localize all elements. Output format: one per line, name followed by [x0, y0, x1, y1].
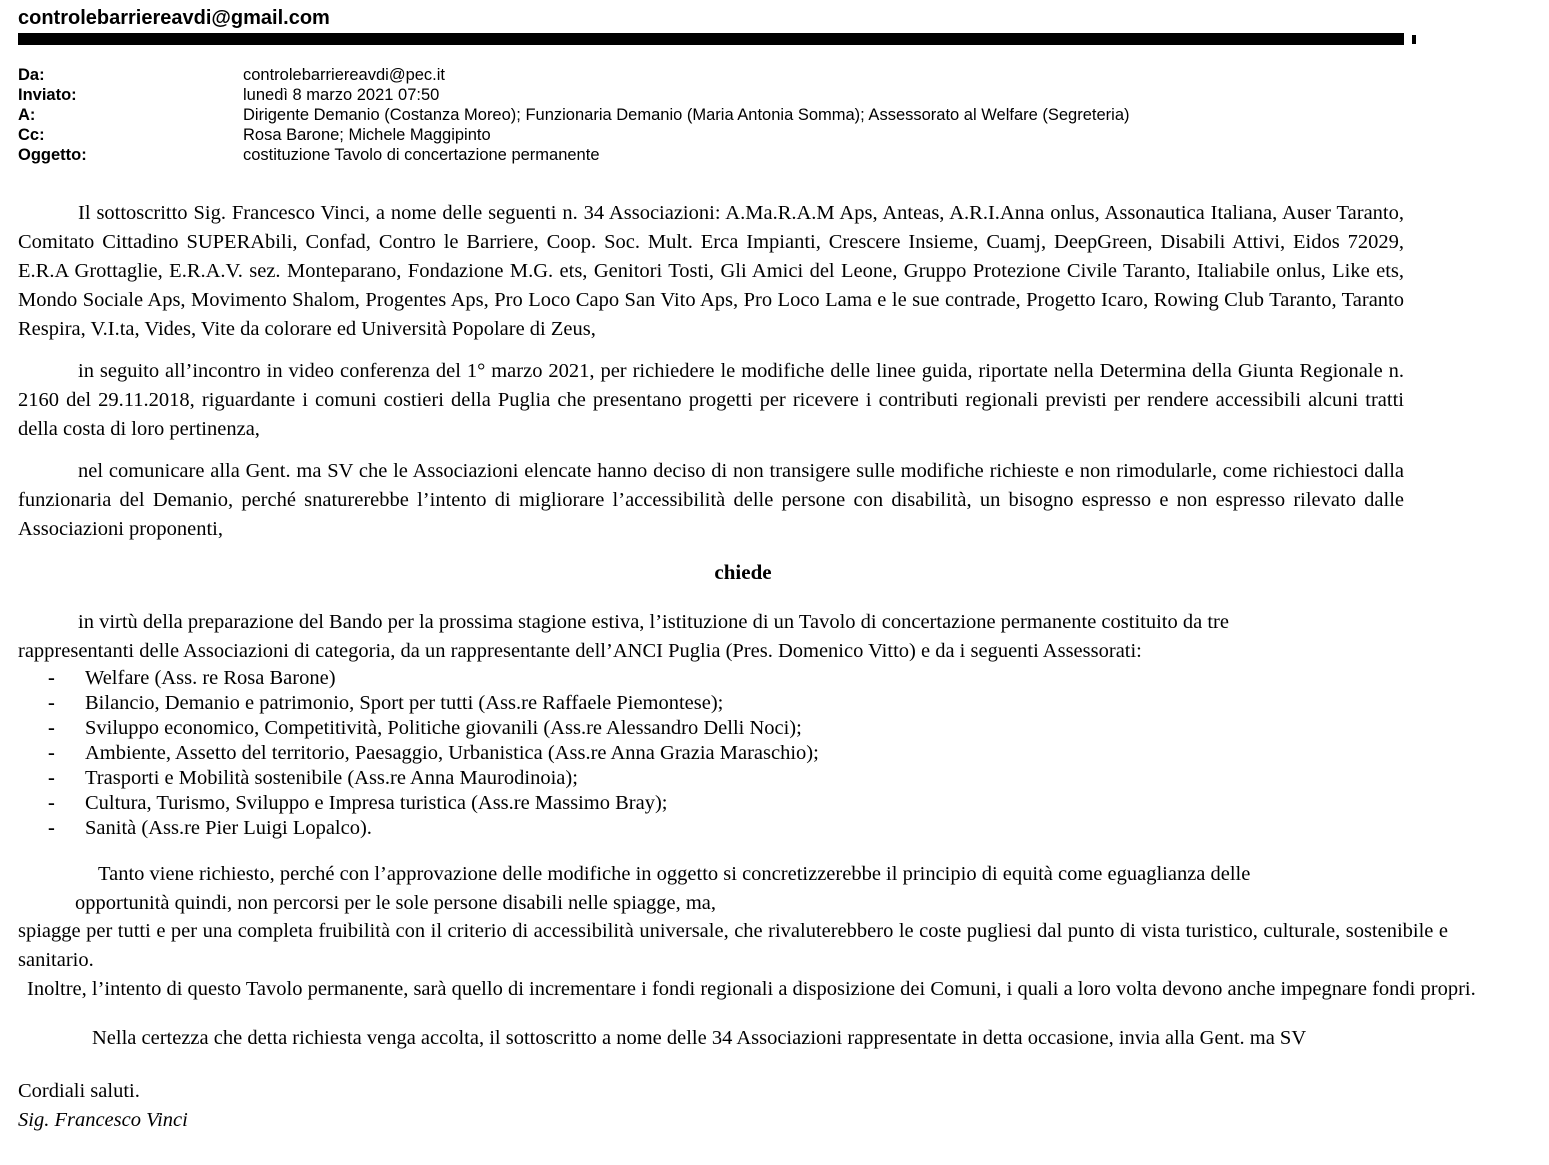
dash-bullet-icon: - [48, 742, 55, 764]
rule-end-tick [1412, 35, 1416, 44]
dash-bullet-icon: - [48, 692, 55, 714]
header-field-row-a [18, 105, 1549, 125]
list-item [18, 691, 1549, 716]
field-value: Dirigente Demanio (Costanza Moreo); Funzionaria Demanio (Maria Antonia Somma); Assessorato al Welfare (Segreteria) [243, 106, 1130, 124]
email-header-fields [18, 65, 1549, 165]
list-item-label: Sanità (Ass.re Pier Luigi Lopalco). [85, 817, 372, 839]
list-item-label: Welfare (Ass. re Rosa Barone) [85, 667, 336, 689]
dash-bullet-icon: - [48, 717, 55, 739]
body-paragraph-certezza: Nella certezza che detta richiesta venga accolta, il sottoscritto a nome delle 34 Associazioni rappresentate in detta occasione, invia alla Gent. ma SV [92, 1027, 1307, 1049]
field-label: Oggetto: [18, 146, 87, 164]
header-field-row-da [18, 65, 1549, 85]
dash-bullet-icon: - [48, 792, 55, 814]
dash-bullet-icon: - [48, 667, 55, 689]
dash-bullet-icon: - [48, 767, 55, 789]
heading-chiede: chiede [714, 560, 772, 584]
field-label: Da: [18, 66, 45, 84]
email-body [18, 199, 1549, 1135]
list-item [18, 791, 1549, 816]
list-item [18, 741, 1549, 766]
body-paragraph-tanto: Tanto viene richiesto, perché con l’approvazione delle modifiche in oggetto si concretizzerebbe il principio di equità come eguaglianza delle opportunità quindi, non percorsi per le sole persone disabili nelle spiagge, ma, [75, 863, 1251, 914]
clipped-text-frame [18, 860, 1549, 917]
field-value: controlebarriereavdi@pec.it [243, 66, 446, 84]
header-divider [18, 33, 1549, 45]
list-item-label: Trasporti e Mobilità sostenibile (Ass.re Anna Maurodinoia); [85, 767, 578, 789]
field-label: Cc: [18, 126, 45, 144]
body-paragraph-spiagge: spiagge per tutti e per una completa fruibilità con il criterio di accessibilità universale, che rivaluterebbero le coste pugliesi dal punto di vista turistico, culturale, sostenibile e sanitario. [18, 920, 1448, 971]
body-paragraph-communication: nel comunicare alla Gent. ma SV che le Associazioni elencate hanno deciso di non transigere sulle modifiche richieste e non rimodularle, come richiestoci dalla funzionaria del Demanio, perché snaturerebbe l’intento di migliorare l’accessibilità delle persone con disabilità, un bisogno espresso e non espresso rilevato dalle Associazioni proponenti, [18, 460, 1404, 540]
body-paragraph-associations: Il sottoscritto Sig. Francesco Vinci, a nome delle seguenti n. 34 Associazioni: A.Ma.R.A.M Aps, Anteas, A.R.I.Anna onlus, Assonautica Italiana, Auser Taranto, Comitato Cittadino SUPERAbili, Confad, Contro le Barriere, Coop. Soc. Mult. Erca Impianti, Crescere Insieme, Cuamj, DeepGreen, Disabili Attivi, Eidos 72029, E.R.A Grottaglie, E.R.A.V. sez. Monteparano, Fondazione M.G. ets, Genitori Tosti, Gli Amici del Leone, Gruppo Protezione Civile Taranto, Italiabile onlus, Like ets, Mondo Sociale Aps, Movimento Shalom, Progentes Aps, Pro Loco Capo San Vito Aps, Pro Loco Lama e le sue contrade, Progetto Icaro, Rowing Club Taranto, Taranto Respira, V.I.ta, Vides, Vite da colorare ed Università Popolare di Zeus, [18, 202, 1404, 340]
field-value: Rosa Barone; Michele Maggipinto [243, 126, 491, 144]
body-paragraph-request: in virtù della preparazione del Bando per la prossima stagione estiva, l’istituzione di un Tavolo di concertazione permanente costituito da tre rappresentanti delle Associazioni di categoria, da un rappresentante dell’ANCI Puglia (Pres. Domenico Vitto) e da i seguenti Assessorati: [18, 611, 1229, 662]
closing-salutation: Cordiali saluti. [18, 1080, 140, 1102]
header-field-row-inviato [18, 85, 1549, 105]
body-paragraph-videoconference: in seguito all’incontro in video conferenza del 1° marzo 2021, per richiedere le modifiche delle linee guida, riportate nella Determina della Giunta Regionale n. 2160 del 29.11.2018, riguardante i comuni costieri della Puglia che presentano progetti per ricevere i contributi regionali previsti per rendere accessibili alcuni tratti della costa di loro pertinenza, [18, 360, 1404, 440]
field-value: lunedì 8 marzo 2021 07:50 [243, 86, 440, 104]
body-paragraph-inoltre: Inoltre, l’intento di questo Tavolo permanente, sarà quello di incrementare i fondi regionali a disposizione dei Comuni, i quali a loro volta devono anche impegnare fondi propri. [27, 978, 1476, 1000]
list-item-label: Cultura, Turismo, Sviluppo e Impresa turistica (Ass.re Massimo Bray); [85, 792, 668, 814]
divider-rule [18, 33, 1404, 45]
header-field-row-oggetto [18, 145, 1549, 165]
list-item-label: Ambiente, Assetto del territorio, Paesaggio, Urbanistica (Ass.re Anna Grazia Maraschio); [85, 742, 819, 764]
list-item-label: Bilancio, Demanio e patrimonio, Sport per tutti (Ass.re Raffaele Piemontese); [85, 692, 724, 714]
list-item [18, 816, 1549, 841]
list-item [18, 766, 1549, 791]
list-item [18, 666, 1549, 691]
signature-name: Sig. Francesco Vinci [18, 1109, 188, 1131]
field-value: costituzione Tavolo di concertazione permanente [243, 146, 600, 164]
dash-bullet-icon: - [48, 817, 55, 839]
assessorati-list [18, 666, 1549, 841]
list-item [18, 716, 1549, 741]
list-item-label: Sviluppo economico, Competitività, Politiche giovanili (Ass.re Alessandro Delli Noci); [85, 717, 802, 739]
account-email-header: controlebarriereavdi@gmail.com [18, 7, 330, 29]
field-label: A: [18, 106, 36, 124]
field-label: Inviato: [18, 86, 77, 104]
header-field-row-cc [18, 125, 1549, 145]
